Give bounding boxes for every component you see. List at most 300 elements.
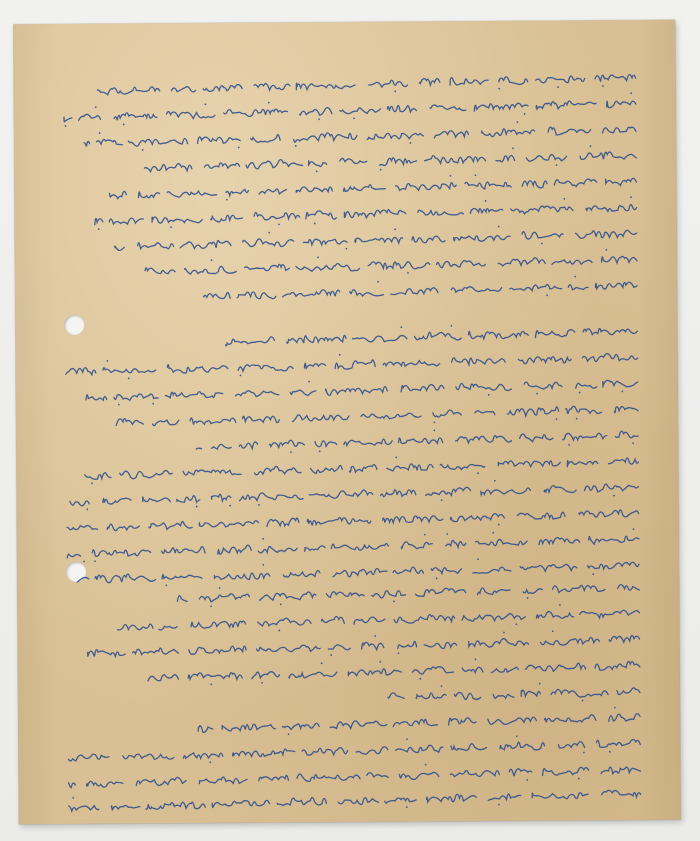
handwriting-dot — [583, 752, 585, 754]
manuscript-page — [13, 20, 681, 825]
handwriting-stroke — [509, 768, 532, 776]
handwriting-dot — [268, 232, 270, 234]
handwriting-dot — [94, 560, 96, 562]
handwriting-stroke — [188, 672, 242, 681]
handwriting-dot — [477, 472, 479, 474]
handwriting-dot — [398, 652, 400, 654]
handwriting-stroke — [246, 159, 303, 169]
handwriting-stroke — [232, 749, 294, 758]
handwriting-stroke — [258, 618, 311, 626]
handwriting-dot — [209, 761, 211, 763]
handwriting-stroke — [535, 330, 575, 338]
handwriting-dot — [515, 623, 517, 625]
handwriting-stroke — [525, 663, 585, 672]
handwriting-stroke — [462, 613, 525, 621]
handwriting-stroke — [326, 387, 388, 396]
handwriting-dot — [91, 482, 93, 484]
handwriting-stroke — [603, 379, 638, 387]
handwriting-dot — [280, 603, 282, 605]
handwriting-stroke — [152, 420, 179, 426]
handwriting-stroke — [595, 282, 637, 289]
handwriting-stroke — [473, 567, 511, 573]
handwriting-dot — [268, 102, 270, 104]
handwriting-stroke — [333, 568, 387, 577]
handwriting-stroke — [426, 794, 476, 803]
handwriting-dot — [477, 558, 479, 560]
handwriting-stroke — [614, 406, 638, 412]
handwriting-stroke — [69, 783, 76, 788]
handwriting-dot — [379, 661, 381, 663]
handwriting-stroke — [387, 463, 433, 471]
handwriting-dot — [106, 360, 108, 362]
handwriting-stroke — [77, 577, 89, 582]
handwriting-dot — [503, 632, 505, 634]
handwriting-stroke — [582, 353, 637, 362]
handwriting-stroke — [468, 330, 528, 340]
handwriting-stroke — [95, 573, 155, 583]
handwriting-dot — [516, 121, 518, 123]
handwriting-dot — [621, 390, 623, 392]
handwriting-stroke — [583, 328, 637, 336]
handwriting-stroke — [148, 674, 179, 681]
handwriting-stroke — [302, 747, 348, 755]
handwriting-dot — [433, 429, 435, 431]
handwriting-stroke — [367, 132, 423, 139]
handwriting-stroke — [602, 790, 641, 798]
handwriting-stroke — [254, 466, 301, 475]
handwriting-stroke — [68, 754, 109, 761]
handwriting-stroke — [395, 745, 442, 753]
handwriting-stroke — [566, 406, 602, 415]
handwriting-stroke — [254, 211, 300, 220]
handwriting-dot — [614, 707, 616, 709]
handwriting-stroke — [67, 554, 80, 558]
handwriting-stroke — [584, 483, 638, 492]
handwriting-stroke — [536, 100, 596, 109]
handwriting-stroke — [289, 672, 337, 679]
handwriting-stroke — [340, 107, 381, 114]
handwriting-dot — [527, 597, 529, 599]
handwriting-stroke — [601, 256, 637, 263]
handwriting-stroke — [401, 384, 444, 392]
handwriting-stroke — [349, 465, 377, 473]
handwriting-dot — [394, 228, 396, 230]
handwriting-dot — [498, 804, 500, 806]
handwriting-stroke — [456, 435, 512, 443]
handwriting-dot — [446, 533, 448, 535]
handwriting-stroke — [383, 360, 440, 367]
handwriting-dot — [377, 281, 379, 283]
handwriting-stroke — [277, 797, 326, 806]
handwriting-dot — [65, 125, 67, 127]
handwriting-stroke — [355, 237, 403, 244]
handwriting-stroke — [183, 469, 241, 476]
handwriting-dot — [419, 678, 421, 680]
handwriting-stroke — [225, 337, 274, 346]
handwriting-dot — [579, 392, 581, 394]
handwriting-stroke — [245, 264, 290, 271]
handwriting-stroke — [456, 382, 512, 392]
handwriting-dot — [394, 90, 396, 92]
handwriting-stroke — [394, 614, 455, 624]
handwriting-stroke — [601, 766, 641, 774]
handwriting-stroke — [552, 585, 605, 593]
handwriting-stroke — [203, 292, 230, 299]
handwriting-dot — [345, 248, 347, 250]
handwriting-stroke — [391, 288, 439, 295]
handwriting-stroke — [524, 381, 562, 389]
handwriting-dot — [441, 685, 443, 687]
handwriting-dot — [424, 534, 426, 536]
handwriting-dot — [516, 735, 518, 737]
handwriting-stroke — [149, 521, 192, 529]
handwriting-stroke — [290, 390, 316, 396]
handwriting-stroke — [84, 141, 90, 146]
handwriting-dot — [314, 223, 316, 225]
handwriting-stroke — [315, 440, 337, 446]
handwriting-stroke — [287, 335, 346, 344]
handwriting-dot — [541, 243, 543, 245]
handwriting-stroke — [107, 523, 139, 530]
handwriting-stroke — [183, 752, 222, 759]
handwriting-stroke — [203, 84, 242, 91]
handwriting-stroke — [138, 191, 159, 198]
handwriting-dot — [546, 294, 548, 296]
handwriting-stroke — [309, 490, 373, 499]
handwriting-stroke — [595, 74, 636, 81]
handwriting-stroke — [477, 587, 510, 594]
handwriting-stroke — [498, 258, 545, 266]
handwriting-stroke — [242, 415, 279, 423]
handwriting-stroke — [356, 747, 388, 755]
handwriting-stroke — [239, 492, 303, 501]
handwriting-stroke — [388, 693, 404, 699]
handwriting-stroke — [380, 489, 415, 497]
handwriting-stroke — [536, 611, 573, 619]
handwriting-stroke — [415, 588, 465, 597]
handwriting-dot — [318, 118, 320, 120]
handwriting-stroke — [96, 139, 122, 145]
handwriting-dot — [330, 654, 332, 656]
handwriting-stroke — [548, 126, 591, 135]
handwriting-stroke — [511, 205, 573, 214]
handwriting-stroke — [412, 666, 453, 674]
handwriting-stroke — [145, 267, 175, 274]
handwriting-stroke — [128, 138, 187, 146]
handwriting-stroke — [475, 410, 495, 415]
handwriting-stroke — [424, 154, 485, 163]
handwriting-stroke — [222, 724, 275, 731]
handwriting-dot — [210, 605, 212, 607]
handwriting-stroke — [353, 335, 407, 342]
handwriting-dot — [229, 505, 231, 507]
handwriting-stroke — [267, 518, 299, 526]
handwriting-stroke — [136, 777, 186, 786]
handwriting-stroke — [211, 494, 230, 501]
handwriting-dot — [295, 145, 297, 147]
handwriting-dot — [498, 226, 500, 228]
handwriting-stroke — [304, 363, 325, 369]
handwriting-dot — [321, 662, 323, 664]
handwriting-stroke — [419, 78, 440, 85]
handwriting-stroke — [451, 286, 502, 293]
handwriting-stroke — [488, 794, 521, 801]
handwriting-stroke — [579, 509, 639, 518]
handwriting-stroke — [321, 616, 344, 624]
handwriting-dot — [308, 381, 310, 383]
handwriting-stroke — [588, 562, 639, 569]
handwriting-stroke — [510, 284, 562, 291]
handwriting-dot — [219, 587, 221, 589]
handwriting-stroke — [523, 589, 542, 594]
handwriting-dot — [118, 404, 120, 406]
handwriting-dot — [475, 174, 477, 176]
handwriting-stroke — [252, 671, 280, 678]
handwriting-stroke — [109, 191, 126, 198]
handwriting-stroke — [269, 440, 304, 448]
handwriting-dot — [539, 683, 541, 685]
handwriting-stroke — [354, 617, 385, 624]
handwriting-dot — [395, 456, 397, 458]
handwriting-stroke — [328, 645, 350, 651]
handwriting-dot — [123, 124, 125, 126]
handwritten-text-block — [47, 60, 642, 814]
handwriting-stroke — [567, 460, 598, 467]
handwriting-stroke — [369, 80, 408, 88]
handwriting-dot — [605, 249, 607, 251]
handwriting-stroke — [606, 178, 637, 186]
handwriting-dot — [261, 682, 263, 684]
handwriting-stroke — [595, 661, 640, 670]
handwriting-dot — [609, 751, 611, 753]
handwriting-stroke — [204, 162, 239, 168]
handwriting-stroke — [575, 230, 636, 239]
handwriting-stroke — [296, 186, 332, 192]
handwriting-stroke — [70, 501, 89, 506]
handwriting-stroke — [368, 260, 430, 270]
handwriting-stroke — [491, 667, 518, 672]
handwriting-stroke — [212, 800, 270, 808]
handwriting-stroke — [434, 130, 468, 138]
handwriting-stroke — [412, 236, 445, 243]
handwriting-stroke — [465, 181, 511, 189]
handwriting-stroke — [237, 291, 276, 299]
handwriting-dot — [165, 584, 167, 586]
handwriting-dot — [316, 170, 318, 172]
handwriting-stroke — [330, 720, 387, 729]
handwriting-stroke — [617, 688, 640, 695]
handwriting-dot — [400, 326, 402, 328]
handwriting-stroke — [67, 525, 97, 530]
handwriting-stroke — [297, 772, 360, 781]
handwriting-stroke — [97, 87, 159, 95]
handwriting-dot — [632, 442, 634, 444]
handwriting-dot — [556, 164, 558, 166]
handwriting-stroke — [88, 649, 126, 657]
handwriting-stroke — [474, 103, 528, 111]
handwriting-stroke — [541, 637, 600, 645]
handwriting-dot — [196, 506, 198, 508]
handwriting-dot — [374, 635, 376, 637]
handwriting-dot — [498, 524, 500, 526]
handwriting-stroke — [224, 108, 288, 117]
handwriting-dot — [99, 132, 101, 134]
handwriting-stroke — [372, 590, 406, 598]
handwriting-stroke — [64, 117, 72, 122]
handwriting-stroke — [309, 160, 327, 167]
handwriting-stroke — [162, 574, 202, 580]
handwriting-stroke — [167, 363, 228, 373]
handwriting-stroke — [507, 407, 558, 417]
handwriting-stroke — [79, 114, 101, 120]
handwriting-dot — [170, 226, 172, 228]
handwriting-stroke — [293, 132, 357, 142]
handwriting-stroke — [499, 76, 528, 85]
handwriting-stroke — [482, 128, 535, 137]
handwriting-stroke — [115, 246, 124, 251]
handwriting-stroke — [521, 690, 540, 697]
handwriting-stroke — [144, 163, 192, 171]
handwriting-stroke — [235, 390, 278, 397]
handwriting-dot — [526, 779, 528, 781]
handwriting-stroke — [95, 218, 103, 224]
handwriting-stroke — [498, 460, 560, 468]
handwriting-stroke — [167, 190, 216, 197]
handwriting-stroke — [214, 573, 270, 580]
handwriting-stroke — [211, 215, 243, 222]
handwriting-stroke — [211, 444, 231, 449]
handwriting-dot — [239, 374, 241, 376]
handwriting-stroke — [522, 180, 547, 188]
handwriting-dot — [433, 421, 435, 423]
handwriting-dot — [339, 354, 341, 356]
handwriting-dot — [86, 509, 88, 511]
handwriting-stroke — [539, 537, 580, 545]
handwriting-stroke — [615, 431, 638, 438]
handwriting-dot — [559, 604, 561, 606]
handwriting-stroke — [199, 521, 258, 528]
handwriting-stroke — [414, 331, 461, 341]
handwriting-stroke — [92, 548, 151, 557]
handwriting-stroke — [304, 546, 325, 551]
handwriting-dot — [142, 149, 144, 151]
handwriting-stroke — [493, 694, 514, 699]
handwriting-stroke — [344, 209, 406, 218]
handwriting-stroke — [440, 463, 485, 470]
handwriting-dot — [450, 175, 452, 177]
handwriting-stroke — [462, 667, 483, 673]
handwriting-stroke — [393, 567, 424, 574]
handwriting-stroke — [385, 798, 417, 803]
handwriting-stroke — [382, 515, 442, 523]
handwriting-stroke — [258, 546, 297, 553]
handwriting-stroke — [488, 717, 537, 725]
handwriting-stroke — [259, 775, 289, 781]
handwriting-stroke — [190, 417, 236, 425]
handwriting-stroke — [519, 433, 552, 442]
handwriting-dot — [238, 146, 240, 148]
handwriting-stroke — [331, 543, 388, 551]
handwriting-dot — [552, 630, 554, 632]
handwriting-dot — [278, 223, 280, 225]
handwriting-stroke — [180, 240, 231, 249]
handwriting-stroke — [431, 567, 461, 574]
handwriting-stroke — [609, 714, 641, 722]
handwriting-stroke — [120, 470, 173, 479]
handwriting-stroke — [500, 742, 545, 751]
handwriting-stroke — [197, 136, 240, 144]
handwriting-stroke — [430, 104, 466, 111]
handwriting-stroke — [238, 364, 293, 372]
handwriting-stroke — [152, 216, 202, 224]
handwriting-stroke — [424, 642, 457, 649]
handwriting-stroke — [218, 545, 252, 554]
handwriting-dot — [406, 806, 408, 808]
handwriting-stroke — [387, 105, 416, 112]
handwriting-stroke — [393, 719, 437, 727]
handwriting-stroke — [326, 591, 364, 598]
handwriting-stroke — [340, 158, 367, 164]
handwriting-stroke — [254, 83, 290, 90]
handwriting-dot — [98, 228, 100, 230]
handwriting-stroke — [103, 498, 131, 504]
handwriting-stroke — [103, 366, 156, 373]
handwriting-dot — [494, 480, 496, 482]
handwriting-stroke — [117, 624, 152, 630]
handwriting-dot — [485, 200, 487, 202]
handwriting-stroke — [426, 487, 471, 496]
handwriting-dot — [288, 733, 290, 735]
handwriting-stroke — [454, 692, 480, 700]
handwriting-stroke — [257, 645, 321, 653]
handwriting-stroke — [526, 154, 566, 162]
handwriting-stroke — [191, 621, 246, 629]
handwriting-dot — [492, 532, 494, 534]
handwriting-dot — [204, 103, 206, 105]
handwriting-dot — [498, 88, 500, 90]
handwriting-stroke — [608, 458, 638, 465]
handwriting-stroke — [558, 742, 584, 749]
handwriting-stroke — [166, 110, 214, 119]
handwriting-stroke — [532, 792, 588, 800]
handwriting-dot — [574, 276, 576, 278]
handwriting-dot — [406, 738, 408, 740]
handwriting-stroke — [171, 86, 195, 92]
handwriting-dot — [425, 764, 427, 766]
handwriting-stroke — [132, 647, 178, 654]
handwriting-stroke — [198, 725, 213, 732]
handwriting-dot — [410, 142, 412, 144]
handwriting-dot — [512, 147, 514, 149]
handwriting-stroke — [259, 189, 286, 195]
handwriting-stroke — [399, 772, 439, 780]
handwriting-stroke — [433, 410, 462, 417]
handwriting-stroke — [259, 592, 316, 601]
handwriting-stroke — [518, 356, 571, 364]
handwriting-dot — [262, 564, 264, 566]
handwriting-dot — [557, 86, 559, 88]
handwriting-stroke — [86, 781, 123, 788]
handwriting-dot — [602, 85, 604, 87]
handwriting-stroke — [335, 360, 375, 370]
handwriting-stroke — [114, 393, 158, 400]
handwriting-stroke — [123, 753, 174, 760]
handwriting-dot — [556, 418, 558, 420]
handwriting-stroke — [436, 260, 485, 268]
handwriting-dot — [563, 198, 565, 200]
handwriting-stroke — [602, 127, 636, 133]
handwriting-dot — [524, 113, 526, 115]
